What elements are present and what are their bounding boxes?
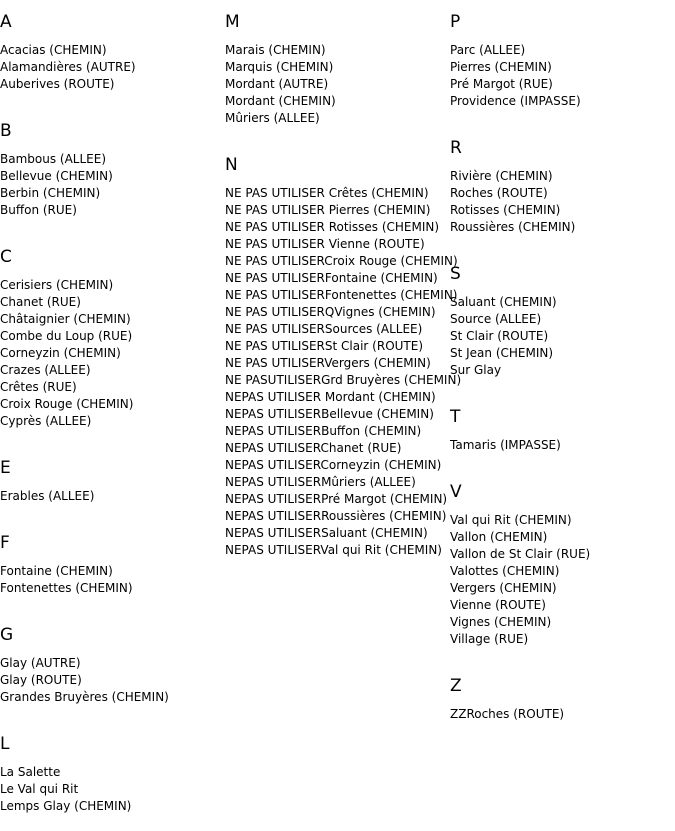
- group-spacer: [0, 219, 169, 235]
- list-item: [450, 76, 590, 93]
- letter-heading: V: [450, 482, 462, 502]
- letter-group: [0, 533, 169, 613]
- street-link[interactable]: Cerisiers (CHEMIN): [0, 278, 114, 292]
- list-item: [225, 219, 461, 236]
- street-link[interactable]: Roussières (CHEMIN): [450, 220, 576, 234]
- street-list: [450, 42, 590, 110]
- street-link[interactable]: Grandes Bruyères (CHEMIN): [0, 690, 169, 704]
- street-link[interactable]: NE PAS UTILISERQVignes (CHEMIN): [225, 305, 436, 319]
- letter-heading: E: [0, 458, 11, 478]
- street-link[interactable]: Roches (ROUTE): [450, 186, 548, 200]
- column-3: [450, 0, 590, 739]
- street-link[interactable]: Chanet (RUE): [0, 295, 81, 309]
- list-item: [450, 563, 590, 580]
- street-link[interactable]: NE PAS UTILISER Pierres (CHEMIN): [225, 203, 431, 217]
- street-list: [0, 655, 169, 706]
- list-item: [0, 328, 169, 345]
- street-list: [0, 488, 169, 505]
- list-item: [0, 798, 169, 815]
- list-item: [225, 110, 461, 127]
- street-link[interactable]: Pierres (CHEMIN): [450, 60, 552, 74]
- street-link[interactable]: NE PAS UTILISER Rotisses (CHEMIN): [225, 220, 440, 234]
- list-item: [450, 546, 590, 563]
- street-link[interactable]: Erables (ALLEE): [0, 489, 95, 503]
- street-link[interactable]: Crêtes (RUE): [0, 380, 77, 394]
- street-link[interactable]: NE PAS UTILISERCroix Rouge (CHEMIN): [225, 254, 458, 268]
- street-link[interactable]: Combe du Loup (RUE): [0, 329, 133, 343]
- list-item: [0, 764, 169, 781]
- street-link[interactable]: NEPAS UTILISERRoussières (CHEMIN): [225, 509, 447, 523]
- street-link[interactable]: NE PASUTILISERGrd Bruyères (CHEMIN): [225, 373, 462, 387]
- letter-group: [450, 407, 590, 470]
- list-item: [225, 321, 461, 338]
- street-link[interactable]: Tamaris (IMPASSE): [450, 438, 561, 452]
- list-item: [450, 614, 590, 631]
- list-item: [0, 655, 169, 672]
- letter-group: [450, 676, 590, 739]
- list-item: [0, 781, 169, 798]
- list-item: [0, 59, 169, 76]
- list-item: [450, 362, 590, 379]
- street-link[interactable]: NEPAS UTILISERBuffon (CHEMIN): [225, 424, 422, 438]
- street-link[interactable]: Saluant (CHEMIN): [450, 295, 557, 309]
- list-item: [0, 185, 169, 202]
- list-item: [225, 270, 461, 287]
- street-link[interactable]: Vallon (CHEMIN): [450, 530, 548, 544]
- list-item: [450, 328, 590, 345]
- list-item: [225, 202, 461, 219]
- letter-heading: Z: [450, 676, 462, 696]
- street-list: [450, 706, 590, 723]
- street-link[interactable]: Bambous (ALLEE): [0, 152, 107, 166]
- street-list: [225, 42, 461, 127]
- list-item: [225, 508, 461, 525]
- street-list: [0, 764, 169, 815]
- list-item: [225, 76, 461, 93]
- list-item: [0, 362, 169, 379]
- letter-group: [225, 12, 461, 143]
- list-item: [450, 294, 590, 311]
- street-link[interactable]: Mordant (CHEMIN): [225, 94, 336, 108]
- group-spacer: [450, 648, 590, 664]
- list-item: [0, 689, 169, 706]
- list-item: [450, 512, 590, 529]
- list-item: [450, 597, 590, 614]
- street-link[interactable]: Val qui Rit (CHEMIN): [450, 513, 572, 527]
- street-list: [0, 563, 169, 597]
- list-item: [450, 580, 590, 597]
- street-link[interactable]: Buffon (RUE): [0, 203, 77, 217]
- letter-heading: L: [0, 734, 10, 754]
- group-spacer: [0, 93, 169, 109]
- street-link[interactable]: Vergers (CHEMIN): [450, 581, 557, 595]
- list-item: [450, 311, 590, 328]
- street-link[interactable]: NEPAS UTILISERMûriers (ALLEE): [225, 475, 416, 489]
- letter-group: [0, 734, 169, 831]
- list-item: [225, 253, 461, 270]
- letter-heading: S: [450, 264, 461, 284]
- list-item: [450, 529, 590, 546]
- street-link[interactable]: St Jean (CHEMIN): [450, 346, 554, 360]
- group-spacer: [450, 110, 590, 126]
- street-link[interactable]: NE PAS UTILISERSt Clair (ROUTE): [225, 339, 424, 353]
- street-link[interactable]: Glay (ROUTE): [0, 673, 82, 687]
- group-spacer: [0, 505, 169, 521]
- letter-heading: B: [0, 121, 12, 141]
- street-list: [450, 437, 590, 454]
- list-item: [225, 406, 461, 423]
- street-list: [0, 42, 169, 93]
- list-item: [450, 437, 590, 454]
- street-link[interactable]: NEPAS UTILISERBellevue (CHEMIN): [225, 407, 434, 421]
- list-item: [450, 706, 590, 723]
- list-item: [0, 488, 169, 505]
- street-link[interactable]: La Salette: [0, 765, 61, 779]
- street-link[interactable]: NEPAS UTILISERSaluant (CHEMIN): [225, 526, 428, 540]
- street-link[interactable]: NEPAS UTILISERVal qui Rit (CHEMIN): [225, 543, 442, 557]
- list-item: [450, 219, 590, 236]
- letter-heading: M: [225, 12, 240, 32]
- list-item: [0, 168, 169, 185]
- list-item: [0, 413, 169, 430]
- list-item: [0, 563, 169, 580]
- letter-group: [450, 12, 590, 126]
- street-link[interactable]: Alamandières (AUTRE): [0, 60, 136, 74]
- list-item: [225, 457, 461, 474]
- letter-group: [450, 482, 590, 664]
- list-item: [0, 580, 169, 597]
- list-item: [225, 423, 461, 440]
- street-link[interactable]: Crazes (ALLEE): [0, 363, 91, 377]
- street-link[interactable]: NE PAS UTILISERSources (ALLEE): [225, 322, 423, 336]
- street-link[interactable]: Vallon de St Clair (RUE): [450, 547, 591, 561]
- street-link[interactable]: Croix Rouge (CHEMIN): [0, 397, 134, 411]
- list-item: [225, 355, 461, 372]
- street-link[interactable]: Rivière (CHEMIN): [450, 169, 553, 183]
- letter-heading: R: [450, 138, 462, 158]
- list-item: [225, 525, 461, 542]
- list-item: [225, 287, 461, 304]
- street-link[interactable]: Village (RUE): [450, 632, 529, 646]
- letter-heading: N: [225, 155, 238, 175]
- letter-heading: C: [0, 247, 12, 267]
- street-link[interactable]: NE PAS UTILISER Vienne (ROUTE): [225, 237, 425, 251]
- group-spacer: [450, 379, 590, 395]
- list-item: [225, 42, 461, 59]
- street-link[interactable]: Vienne (ROUTE): [450, 598, 546, 612]
- street-list: [0, 277, 169, 430]
- street-link[interactable]: Marquis (CHEMIN): [225, 60, 334, 74]
- street-list: [450, 168, 590, 236]
- column-2: [225, 0, 461, 575]
- letter-heading: A: [0, 12, 12, 32]
- list-item: [450, 202, 590, 219]
- group-spacer: [0, 706, 169, 722]
- list-item: [450, 168, 590, 185]
- letter-heading: F: [0, 533, 10, 553]
- group-spacer: [0, 597, 169, 613]
- street-link[interactable]: Cyprès (ALLEE): [0, 414, 92, 428]
- column-1: [0, 0, 169, 831]
- list-item: [225, 304, 461, 321]
- street-link[interactable]: Rotisses (CHEMIN): [450, 203, 561, 217]
- street-list: [225, 185, 461, 559]
- list-item: [225, 474, 461, 491]
- list-item: [225, 236, 461, 253]
- list-item: [225, 338, 461, 355]
- street-link[interactable]: Pré Margot (RUE): [450, 77, 553, 91]
- list-item: [450, 631, 590, 648]
- letter-group: [0, 625, 169, 722]
- list-item: [0, 151, 169, 168]
- letter-group: [225, 155, 461, 575]
- street-link[interactable]: Acacias (CHEMIN): [0, 43, 107, 57]
- street-link[interactable]: NE PAS UTILISER Crêtes (CHEMIN): [225, 186, 429, 200]
- letter-group: [0, 12, 169, 109]
- street-list: [0, 151, 169, 219]
- list-item: [225, 372, 461, 389]
- street-link[interactable]: Valottes (CHEMIN): [450, 564, 560, 578]
- street-list: [450, 294, 590, 379]
- letter-heading: T: [450, 407, 461, 427]
- list-item: [0, 277, 169, 294]
- list-item: [450, 345, 590, 362]
- letter-group: [0, 247, 169, 446]
- street-link[interactable]: Fontaine (CHEMIN): [0, 564, 113, 578]
- list-item: [0, 202, 169, 219]
- group-spacer: [450, 236, 590, 252]
- list-item: [225, 440, 461, 457]
- list-item: [450, 42, 590, 59]
- street-link[interactable]: Le Val qui Rit: [0, 782, 79, 796]
- street-link[interactable]: Parc (ALLEE): [450, 43, 526, 57]
- street-link[interactable]: NEPAS UTILISERChanet (RUE): [225, 441, 402, 455]
- list-item: [225, 93, 461, 110]
- street-link[interactable]: NE PAS UTILISERVergers (CHEMIN): [225, 356, 431, 370]
- letter-heading: P: [450, 12, 461, 32]
- street-link[interactable]: Sur Glay: [450, 363, 502, 377]
- street-link[interactable]: St Clair (ROUTE): [450, 329, 549, 343]
- street-link[interactable]: Vignes (CHEMIN): [450, 615, 552, 629]
- group-spacer: [225, 127, 461, 143]
- street-link[interactable]: Fontenettes (CHEMIN): [0, 581, 133, 595]
- list-item: [0, 379, 169, 396]
- letter-heading: G: [0, 625, 14, 645]
- list-item: [225, 542, 461, 559]
- group-spacer: [0, 815, 169, 831]
- letter-group: [0, 121, 169, 235]
- list-item: [0, 76, 169, 93]
- street-link[interactable]: ZZRoches (ROUTE): [450, 707, 565, 721]
- group-spacer: [225, 559, 461, 575]
- street-list: [450, 512, 590, 648]
- street-link[interactable]: Châtaignier (CHEMIN): [0, 312, 131, 326]
- list-item: [225, 491, 461, 508]
- list-item: [0, 672, 169, 689]
- letter-group: [450, 138, 590, 252]
- list-item: [225, 389, 461, 406]
- street-link[interactable]: Marais (CHEMIN): [225, 43, 326, 57]
- letter-group: [450, 264, 590, 395]
- list-item: [0, 311, 169, 328]
- list-item: [0, 396, 169, 413]
- list-item: [450, 93, 590, 110]
- street-link[interactable]: Lemps Glay (CHEMIN): [0, 799, 132, 813]
- street-link[interactable]: Providence (IMPASSE): [450, 94, 581, 108]
- street-link[interactable]: Bellevue (CHEMIN): [0, 169, 113, 183]
- street-link[interactable]: Corneyzin (CHEMIN): [0, 346, 121, 360]
- list-item: [450, 185, 590, 202]
- street-link[interactable]: Glay (AUTRE): [0, 656, 81, 670]
- street-link[interactable]: Berbin (CHEMIN): [0, 186, 101, 200]
- list-item: [225, 59, 461, 76]
- street-link[interactable]: NEPAS UTILISER Mordant (CHEMIN): [225, 390, 436, 404]
- list-item: [0, 42, 169, 59]
- street-link[interactable]: NEPAS UTILISERPré Margot (CHEMIN): [225, 492, 448, 506]
- street-link[interactable]: Mordant (AUTRE): [225, 77, 329, 91]
- group-spacer: [450, 723, 590, 739]
- street-link[interactable]: NE PAS UTILISERFontenettes (CHEMIN): [225, 288, 458, 302]
- list-item: [0, 294, 169, 311]
- street-link[interactable]: NE PAS UTILISERFontaine (CHEMIN): [225, 271, 438, 285]
- list-item: [225, 185, 461, 202]
- street-link[interactable]: Auberives (ROUTE): [0, 77, 115, 91]
- group-spacer: [0, 430, 169, 446]
- street-link[interactable]: Mûriers (ALLEE): [225, 111, 320, 125]
- street-link[interactable]: NEPAS UTILISERCorneyzin (CHEMIN): [225, 458, 442, 472]
- list-item: [450, 59, 590, 76]
- letter-group: [0, 458, 169, 521]
- street-link[interactable]: Source (ALLEE): [450, 312, 542, 326]
- group-spacer: [450, 454, 590, 470]
- list-item: [0, 345, 169, 362]
